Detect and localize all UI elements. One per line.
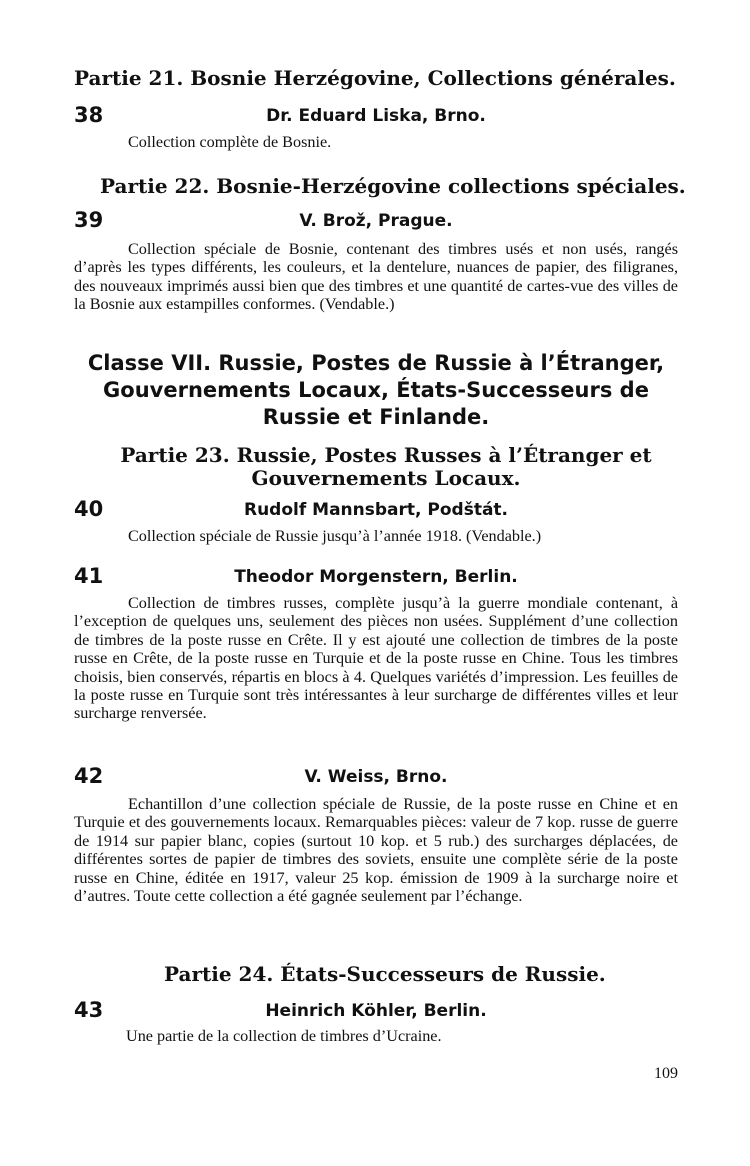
entry-description-43: Une partie de la collection de timbres d’Ucraine. — [126, 1027, 442, 1045]
collector-name-41: Theodor Morgenstern, Berlin. — [234, 567, 518, 587]
collector-name-40: Rudolf Mannsbart, Podštát. — [243, 500, 509, 520]
page-number: 109 — [654, 1065, 678, 1082]
partie-24-heading: Partie 24. États-Successeurs de Russie. — [164, 962, 606, 986]
collector-name-42: V. Weiss, Brno. — [304, 767, 448, 787]
collector-name-38: Dr. Eduard Liska, Brno. — [266, 106, 486, 126]
partie-23-heading: Partie 23. Russie, Postes Russes à l’Étranger et Gouvernements Locaux. — [120, 443, 652, 490]
entry-number-40: 40 — [74, 497, 104, 521]
partie-21-heading: Partie 21. Bosnie Herzégovine, Collections générales. — [74, 66, 676, 90]
partie-22-heading: Partie 22. Bosnie-Herzégovine collections spéciales. — [100, 174, 686, 198]
entry-description-40: Collection spéciale de Russie jusqu’à l’année 1918. (Vendable.) — [128, 527, 542, 545]
entry-number-38: 38 — [74, 103, 104, 127]
entry-description-41: Collection de timbres russes, complète jusqu’à la guerre mondiale contenant, à l’exception de quelques uns, seulement des pièces non usées. Supplément d’une collection de timbres de la poste russe en Crête. Il y est ajouté une collection de timbres de la poste russe en Crête, de la poste russe en Turquie et de la poste russe en Chine. Tous les timbres choisis, bien conservés, répartis en blocs à 4. Quelques variétés d’impression. Les feuilles de la poste russe en Turquie sont très intéressantes à leur surcharge de différentes villes et leur surcharge renversée. — [74, 594, 678, 723]
entry-number-43: 43 — [74, 998, 104, 1022]
collector-name-39: V. Brož, Prague. — [299, 211, 453, 231]
entry-number-39: 39 — [74, 208, 104, 232]
catalogue-page — [74, 0, 686, 1166]
entry-number-42: 42 — [74, 764, 104, 788]
entry-description-38: Collection complète de Bosnie. — [128, 133, 332, 151]
classe-heading: Classe VII. Russie, Postes de Russie à l’Étranger, Gouvernements Locaux, États-Successeurs de Russie et Finlande. — [87, 351, 665, 429]
entry-description-39: Collection spéciale de Bosnie, contenant des timbres usés et non usés, rangés d’après les types différents, les couleurs, et la dentelure, nuances de papier, des filigranes, des nouveaux imprimés aussi bien que des timbres et une quantité de cartes-vue des villes de la Bosnie aux estampilles conformes. (Vendable.) — [74, 240, 678, 314]
entry-description-42: Echantillon d’une collection spéciale de Russie, de la poste russe en Chine et en Turquie et des gouvernements locaux. Remarquables pièces: valeur de 7 kop. russe de guerre de 1914 sur papier blanc, copies (surtout 10 kop. et 5 rub.) des surcharges déplacées, de différentes sortes de papier de timbres des soviets, ensuite une complète série de la poste russe en Chine, éditée en 1917, valeur 25 kop. émission de 1909 à la surcharge noire et d’autres. Toute cette collection a été gagnée seulement par l’échange. — [74, 795, 678, 906]
entry-number-41: 41 — [74, 564, 104, 588]
collector-name-43: Heinrich Köhler, Berlin. — [265, 1001, 487, 1021]
